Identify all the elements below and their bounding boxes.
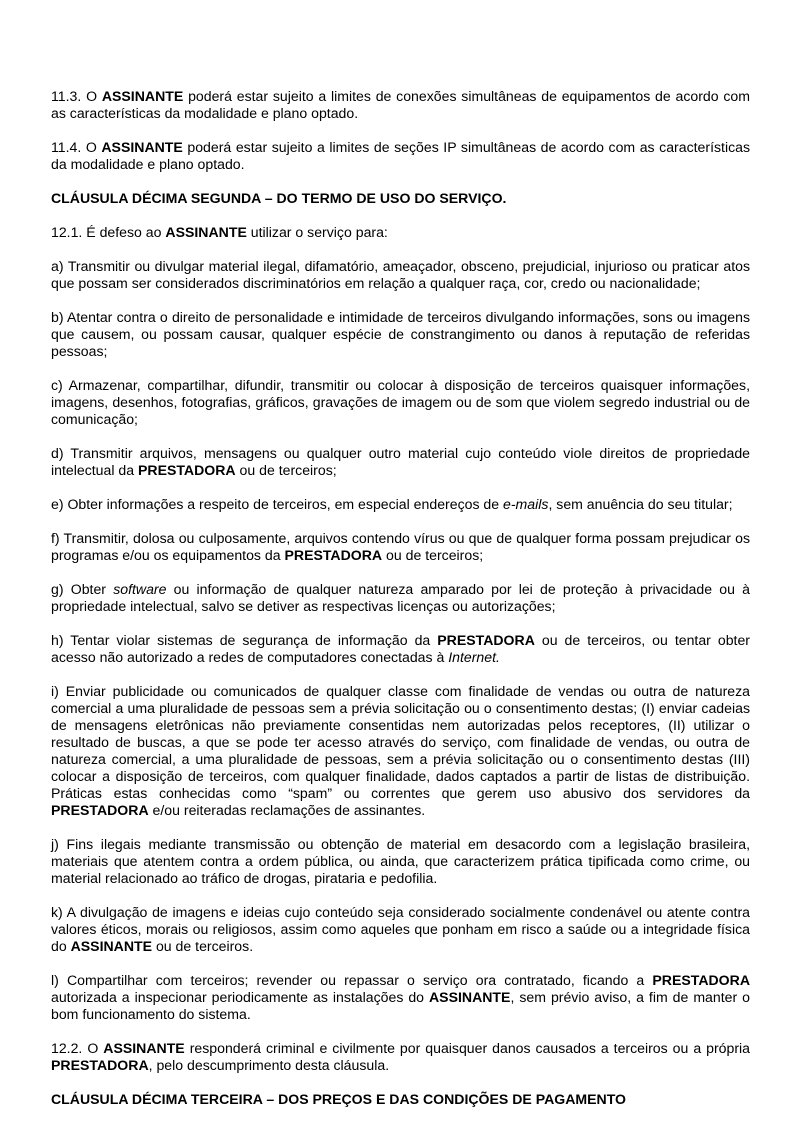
party-name: PRESTADORA	[284, 547, 383, 563]
text: e/ou reiteradas reclamações de assinantes.	[148, 802, 426, 818]
clause-12-heading: CLÁUSULA DÉCIMA SEGUNDA – DO TERMO DE USO DO SERVIÇO.	[51, 190, 507, 206]
text: l) Compartilhar com terceiros; revender ou repassar o serviço ora contratado, ficando a	[51, 972, 653, 988]
item-d	[51, 445, 750, 479]
item-i	[51, 683, 750, 819]
party-name: PRESTADORA	[137, 462, 236, 478]
item-l	[51, 972, 750, 1023]
text: 11.3. O	[51, 88, 102, 104]
text: , sem anuência do seu titular;	[548, 496, 733, 512]
clause-12-2	[51, 1040, 750, 1074]
text: , pelo descumprimento desta cláusula.	[148, 1057, 390, 1073]
item-j: j) Fins ilegais mediante transmissão ou obtenção de material em desacordo com a legislação brasileira, materiais que atentem contra a ordem pública, ou ainda, que caracterizem prática tipificada como crime, ou material relacionado ao tráfico de drogas, pirataria e pedofilia.	[51, 836, 750, 886]
clause-13-heading: CLÁUSULA DÉCIMA TERCEIRA – DOS PREÇOS E DAS CONDIÇÕES DE PAGAMENTO	[51, 1091, 627, 1107]
party-name: PRESTADORA	[437, 632, 535, 648]
text: ou de terceiros.	[152, 938, 254, 954]
text: ou de terceiros;	[382, 547, 484, 563]
text: f) Transmitir, dolosa ou culposamente, arquivos contendo vírus ou que de qualquer forma possam prejudicar os programas e/ou os equipamentos da	[51, 530, 750, 563]
item-c: c) Armazenar, compartilhar, difundir, transmitir ou colocar à disposição de terceiros quaisquer informações, imagens, desenhos, fotografias, gráficos, gravações de imagem ou de som que violem segredo industrial ou de comunicação;	[51, 377, 750, 427]
document-page	[51, 88, 750, 1125]
text: h) Tentar violar sistemas de segurança de informação da	[51, 632, 438, 648]
text: ou informação de qualquer natureza amparado por lei de proteção à privacidade ou à propriedade intelectual, salvo se detiver as respectivas licenças ou autorizações;	[51, 581, 750, 614]
item-b: b) Atentar contra o direito de personalidade e intimidade de terceiros divulgando informações, sons ou imagens que causem, ou possam causar, qualquer espécie de constrangimento ou danos à reputação de referidas pessoas;	[51, 309, 750, 359]
text: poderá estar sujeito a limites de seções IP simultâneas de acordo com as características da modalidade e plano optado.	[51, 139, 751, 172]
party-name: PRESTADORA	[51, 802, 149, 818]
italic-term: Internet.	[448, 649, 500, 665]
italic-term: e-mails	[503, 496, 549, 512]
text: g) Obter	[51, 581, 114, 597]
text: , sem prévio aviso, a fim de manter o bom funcionamento do sistema.	[51, 989, 750, 1022]
clause-11-4	[51, 139, 750, 173]
party-name: ASSINANTE	[101, 88, 184, 104]
item-h	[51, 632, 750, 666]
text: ou de terceiros, ou tentar obter acesso não autorizado a redes de computadores conectadas à	[51, 632, 750, 665]
text: autorizada a inspecionar periodicamente as instalações do	[51, 989, 429, 1005]
party-name: PRESTADORA	[51, 1057, 149, 1073]
clause-11-3	[51, 88, 750, 122]
item-f	[51, 530, 750, 564]
party-name: ASSINANTE	[70, 938, 153, 954]
party-name: PRESTADORA	[652, 972, 750, 988]
text: k) A divulgação de imagens e ideias cujo conteúdo seja considerado socialmente condenável ou atente contra valores éticos, morais ou religiosos, assim como aqueles que ponham em risco a saúde ou a integridade física do	[51, 904, 750, 954]
text: ou de terceiros;	[235, 462, 337, 478]
item-e	[51, 496, 750, 513]
text: utilizar o serviço para:	[246, 224, 388, 240]
party-name: ASSINANTE	[429, 989, 511, 1005]
text: responderá criminal e civilmente por quaisquer danos causados a terceiros ou a própria	[184, 1040, 750, 1056]
clause-12-1	[51, 224, 750, 241]
text: 12.1. É defeso ao	[51, 224, 166, 240]
italic-term: software	[113, 581, 167, 597]
party-name: ASSINANTE	[103, 1040, 185, 1056]
party-name: ASSINANTE	[101, 139, 183, 155]
text: 11.4. O	[51, 139, 102, 155]
item-g	[51, 581, 750, 615]
text: d) Transmitir arquivos, mensagens ou qualquer outro material cujo conteúdo viole direitos de propriedade intelectual da	[51, 445, 750, 478]
text: poderá estar sujeito a limites de conexões simultâneas de equipamentos de acordo com as características da modalidade e plano optado.	[51, 88, 750, 121]
text: i) Enviar publicidade ou comunicados de qualquer classe com finalidade de vendas ou outra de natureza comercial a uma pluralidade de pessoas sem a prévia solicitação ou o consentimento destas; (I) enviar cadeias de mensagens eletrônicas não previamente consentidas nem autorizadas pelos receptores, (II) utilizar o resultado de buscas, a que se pode ter acesso através do serviço, com finalidade de vendas, ou outra de natureza comercial, a uma pluralidade de pessoas, sem a prévia solicitação ou o consentimento destas (III) colocar a disposição de terceiros, com qualquer finalidade, dados captados a partir de listas de distribuição. Práticas estas conhecidas como “spam” ou correntes que gerem uso abusivo dos servidores da	[51, 683, 750, 801]
text: e) Obter informações a respeito de terceiros, em especial endereços de	[51, 496, 504, 512]
party-name: ASSINANTE	[165, 224, 247, 240]
text: 12.2. O	[51, 1040, 104, 1056]
item-a: a) Transmitir ou divulgar material ilegal, difamatório, ameaçador, obsceno, prejudicial, injurioso ou praticar atos que possam ser considerados discriminatórios em relação a qualquer raça, cor, credo ou nacionalidade;	[51, 258, 750, 291]
item-k	[51, 904, 750, 955]
